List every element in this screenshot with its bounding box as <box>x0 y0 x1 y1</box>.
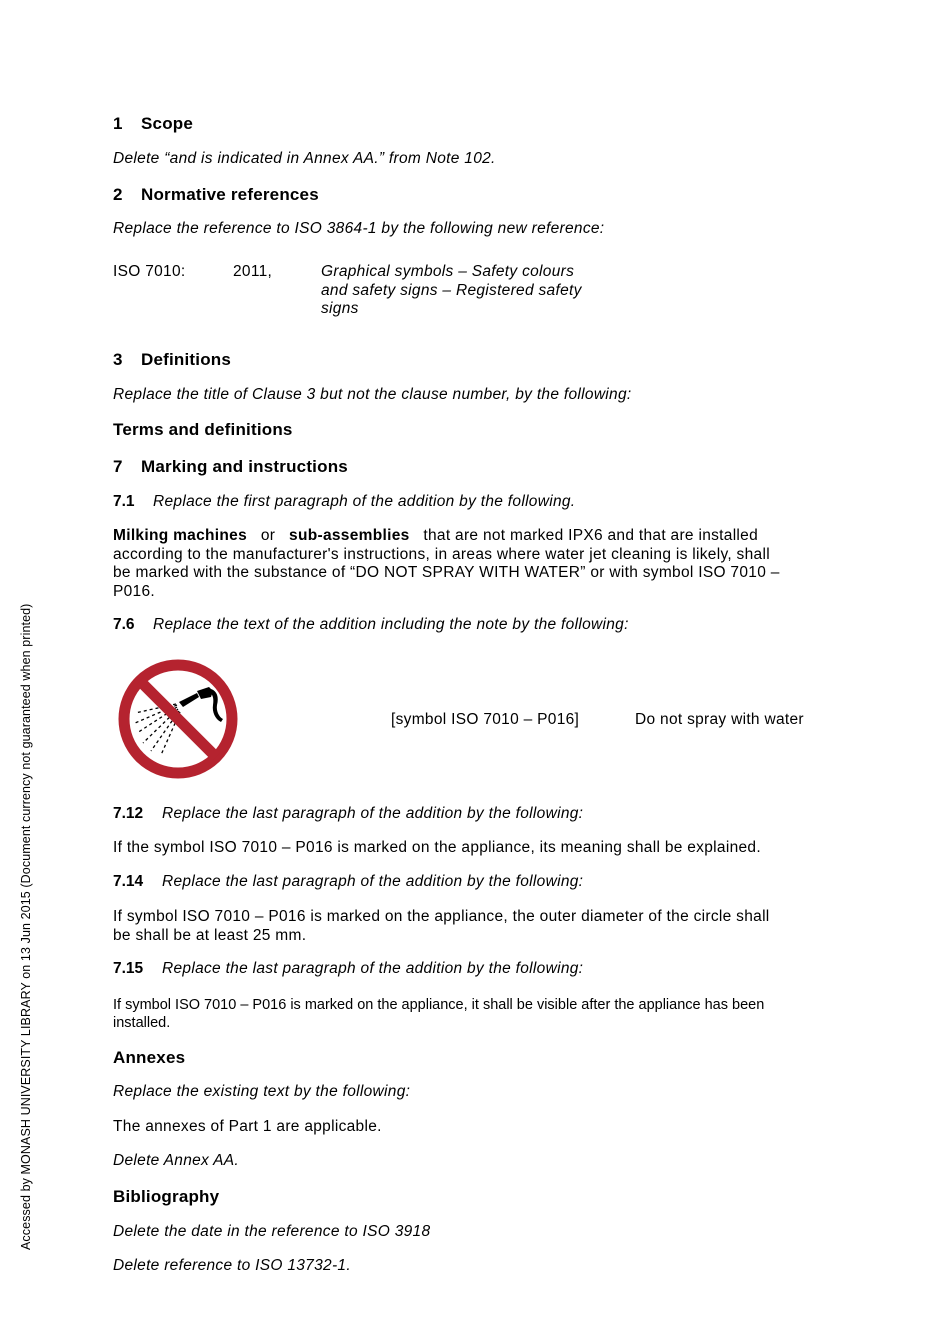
subclause-number: 7.14 <box>113 873 144 890</box>
reference-title-line: Graphical symbols – Safety colours <box>321 263 575 280</box>
subclause-number: 7.12 <box>113 805 144 822</box>
normative-instruction: Replace the reference to ISO 3864-1 by the following new reference: <box>113 220 605 237</box>
heading-number: 3 <box>113 350 123 369</box>
paragraph-7-12: If the symbol ISO 7010 – P016 is marked on the appliance, its meaning shall be explained. <box>113 839 761 856</box>
paragraph-line: If symbol ISO 7010 – P016 is marked on the appliance, it shall be visible after the appliance has been <box>113 997 765 1013</box>
heading-scope <box>113 114 193 134</box>
subclause-number: 7.6 <box>113 616 135 633</box>
subclause-7-1 <box>113 493 575 511</box>
heading-title: Normative references <box>141 185 319 204</box>
subclause-instruction: Replace the first paragraph of the addition by the following. <box>153 493 576 510</box>
paragraph-line <box>113 527 836 546</box>
subclause-7-6 <box>113 616 629 634</box>
reference-code: ISO 7010: <box>113 263 186 280</box>
heading-marking <box>113 457 348 477</box>
heading-number: 2 <box>113 185 123 204</box>
paragraph-7-15 <box>113 996 836 1032</box>
definitions-instruction: Replace the title of Clause 3 but not the clause number, by the following: <box>113 386 632 403</box>
heading-definitions <box>113 350 231 370</box>
heading-title: Scope <box>141 114 194 133</box>
heading-number: 7 <box>113 457 123 476</box>
term-milking-machines: Milking machines <box>113 527 247 544</box>
subclause-7-15 <box>113 960 583 978</box>
heading-normative-references <box>113 185 319 205</box>
paragraph-line: P016. <box>113 582 156 600</box>
reference-year: 2011, <box>233 263 273 280</box>
prohibition-sign <box>124 665 232 773</box>
heading-title: Definitions <box>141 350 232 369</box>
subclause-instruction: Replace the last paragraph of the addition by the following: <box>162 960 584 977</box>
paragraph-line: be marked with the substance of “DO NOT SPRAY WITH WATER” or with symbol ISO 7010 – <box>113 564 780 581</box>
annexes-instruction-delete: Delete Annex AA. <box>113 1152 239 1169</box>
subclause-7-12 <box>113 805 583 823</box>
subclause-instruction: Replace the last paragraph of the addition by the following: <box>162 805 584 822</box>
scope-instruction: Delete “and is indicated in Annex AA.” from Note 102. <box>113 150 496 167</box>
symbol-meaning: Do not spray with water <box>635 711 804 728</box>
bibliography-instruction-2: Delete reference to ISO 13732-1. <box>113 1257 351 1274</box>
conjunction: or <box>260 527 276 544</box>
new-clause-title: Terms and definitions <box>113 420 293 439</box>
reference-title-line: and safety signs – Registered safety <box>321 281 582 299</box>
no-spray-water-icon <box>113 657 243 781</box>
term-sub-assemblies: sub-assemblies <box>289 527 410 544</box>
paragraph-7-1 <box>113 527 836 601</box>
reference-title-line: signs <box>321 300 359 317</box>
subclause-7-14 <box>113 873 583 891</box>
heading-annexes: Annexes <box>113 1048 186 1067</box>
paragraph-7-14 <box>113 908 836 945</box>
paragraph-line: If symbol ISO 7010 – P016 is marked on the appliance, the outer diameter of the circle shall <box>113 908 770 925</box>
subclause-instruction: Replace the text of the addition including the note by the following: <box>153 616 629 633</box>
paragraph-text: that are not marked IPX6 and that are installed <box>423 527 759 544</box>
bibliography-instruction-1: Delete the date in the reference to ISO 3918 <box>113 1223 431 1240</box>
annexes-instruction: Replace the existing text by the following: <box>113 1083 411 1100</box>
paragraph-line: installed. <box>113 1015 171 1031</box>
symbol-label: [symbol ISO 7010 – P016] <box>391 711 580 728</box>
subclause-instruction: Replace the last paragraph of the addition by the following: <box>162 873 584 890</box>
subclause-number: 7.1 <box>113 493 135 510</box>
access-note: Accessed by MONASH UNIVERSITY LIBRARY on 13 Jun 2015 (Document currency not guaranteed when printed) <box>19 603 33 1250</box>
heading-number: 1 <box>113 114 123 133</box>
paragraph-line: according to the manufacturer's instructions, in areas where water jet cleaning is likely, shall <box>113 545 770 563</box>
reference-title <box>321 263 615 319</box>
heading-title: Marking and instructions <box>141 457 348 476</box>
annexes-text: The annexes of Part 1 are applicable. <box>113 1118 382 1135</box>
paragraph-line: be shall be at least 25 mm. <box>113 926 307 944</box>
subclause-number: 7.15 <box>113 960 144 977</box>
heading-bibliography: Bibliography <box>113 1187 220 1206</box>
